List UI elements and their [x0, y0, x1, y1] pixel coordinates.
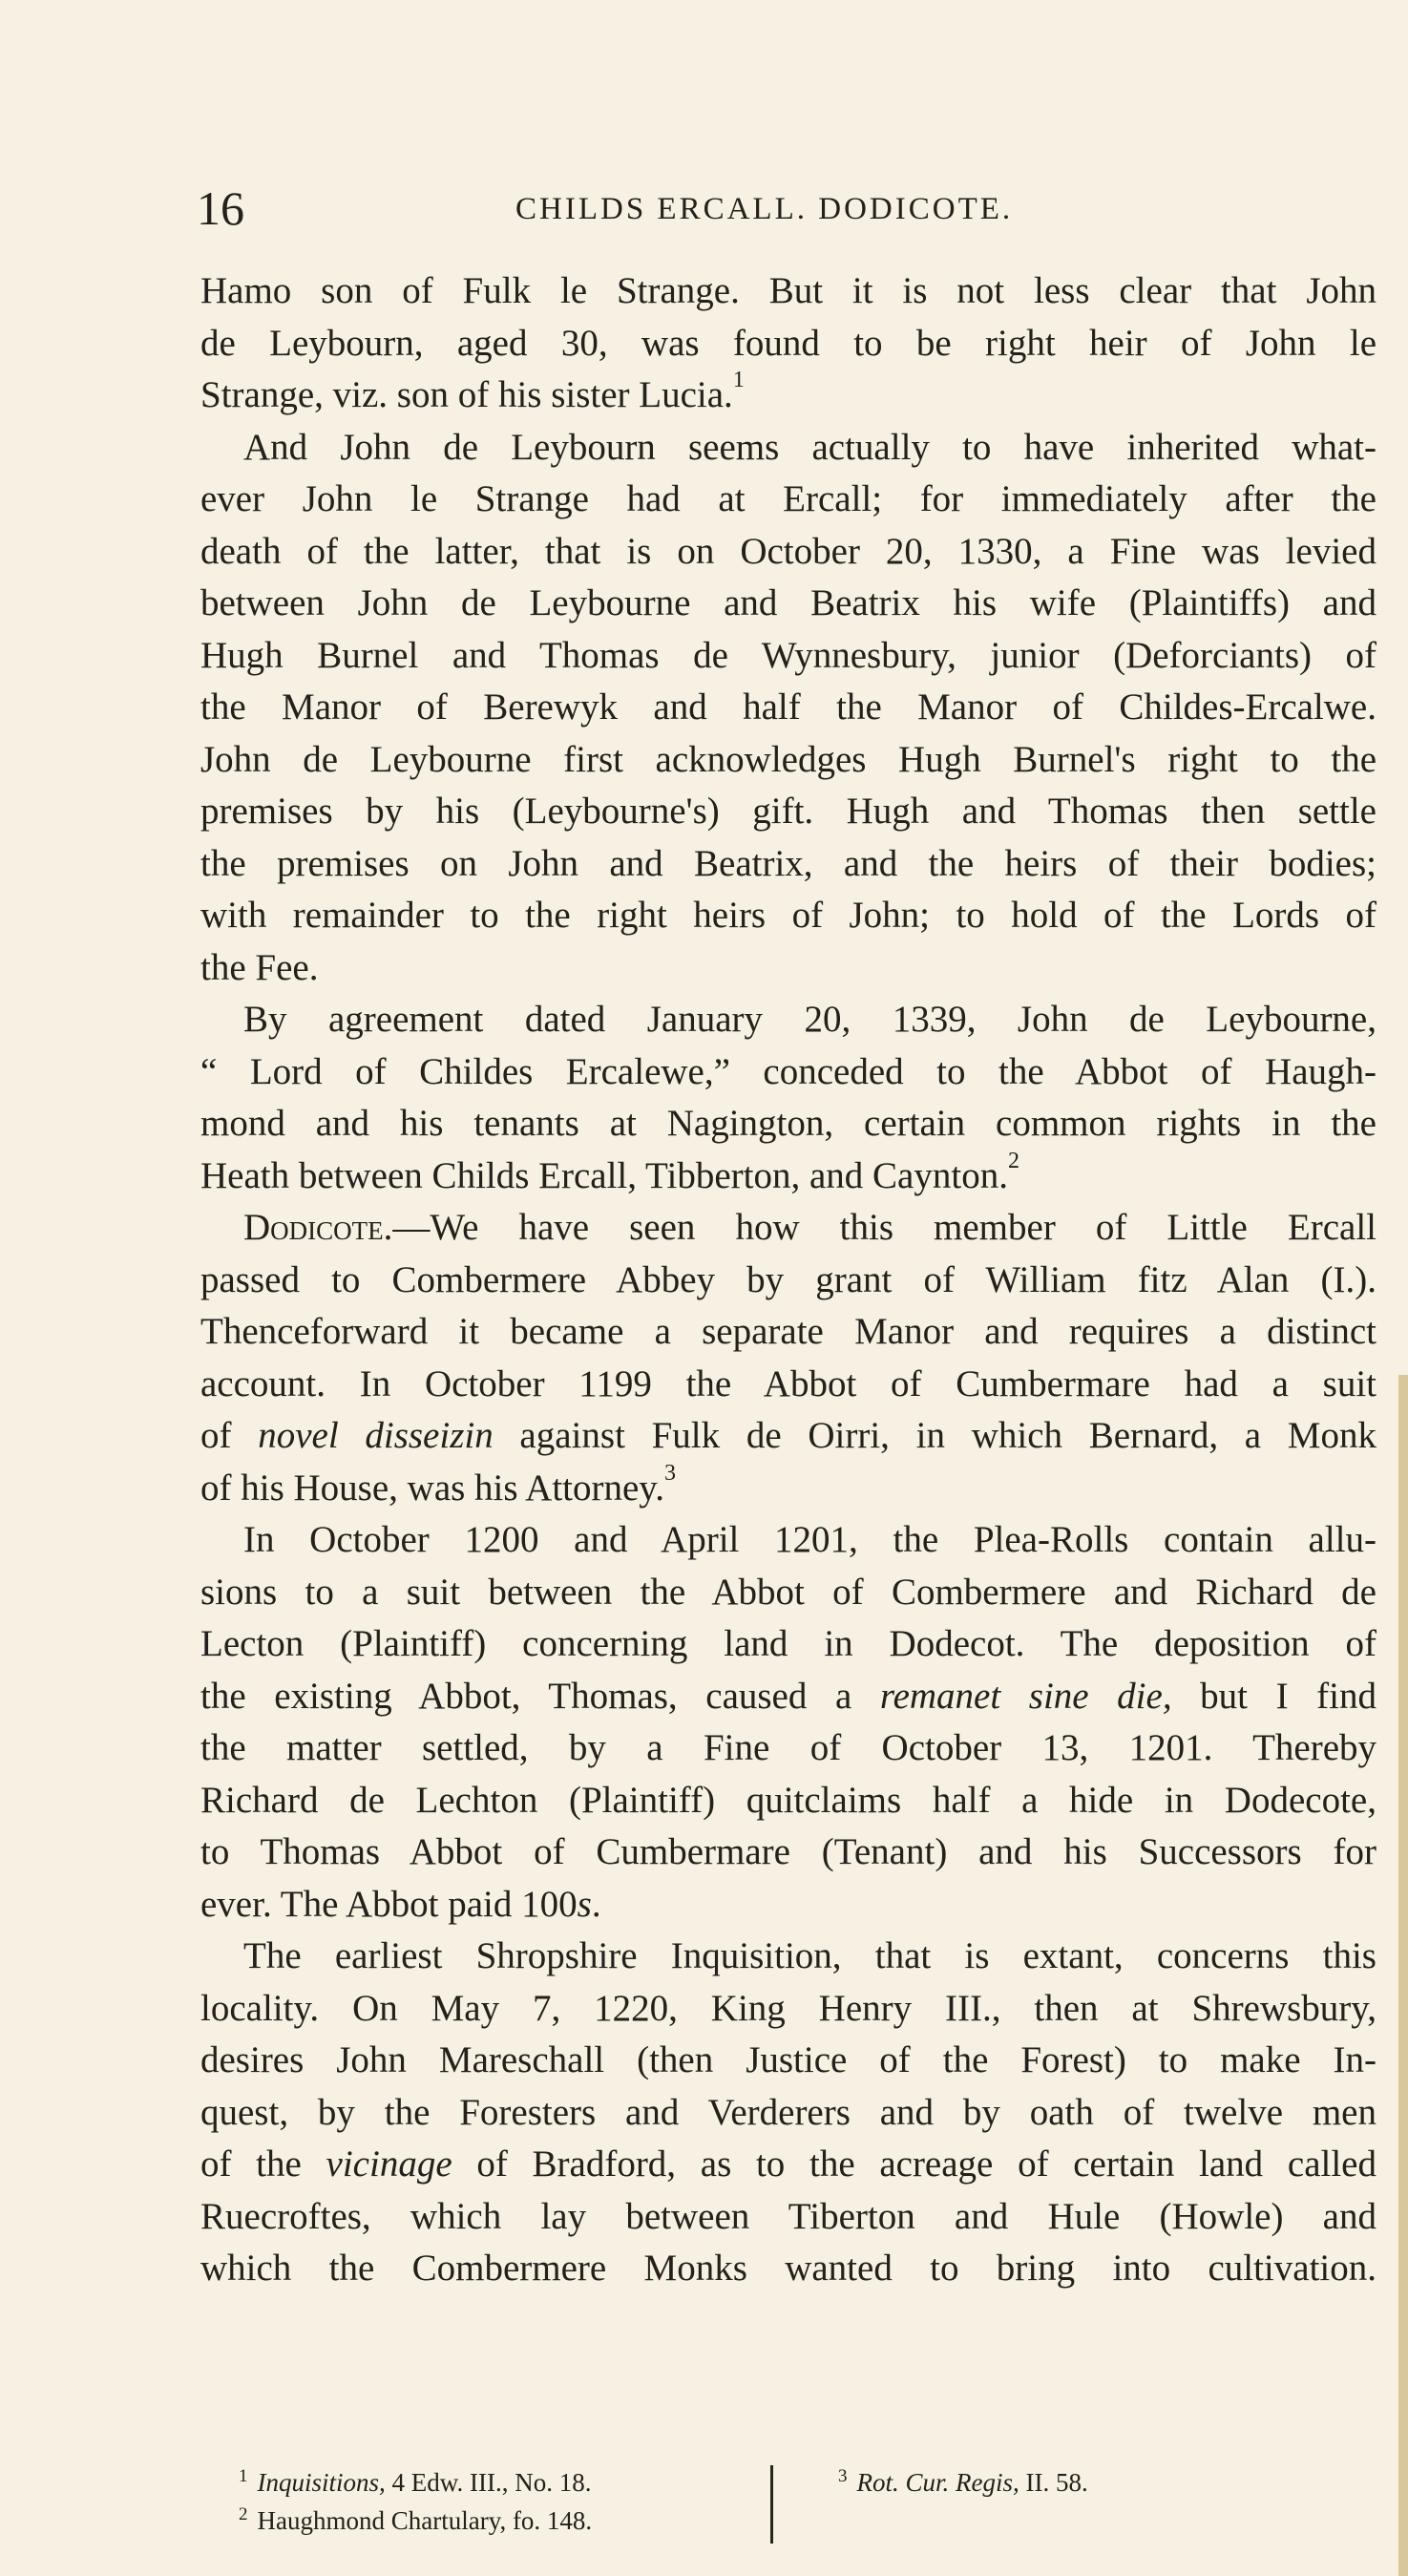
footnotes	[239, 2463, 1193, 2540]
text-line: the premises on John and Beatrix, and the heirs of their bodies;	[200, 842, 1376, 884]
text-line: the existing Abbot, Thomas, caused a remanet sine die, but I find	[200, 1675, 1376, 1717]
text-line: which the Combermere Monks wanted to bring into cultivation.	[200, 2248, 1376, 2289]
text-line: Dodicote.—We have seen how this member of Little Ercall	[243, 1207, 1376, 1248]
running-header	[197, 179, 1373, 237]
text-line: of the vicinage of Bradford, as to the acreage of certain land called	[200, 2143, 1376, 2185]
text-line: between John de Leybourne and Beatrix his wife (Plaintiffs) and	[200, 582, 1376, 623]
text-line: By agreement dated January 20, 1339, John de Leybourne,	[243, 999, 1376, 1040]
text-line: de Leybourn, aged 30, was found to be right heir of John le	[200, 322, 1376, 364]
footnote-1: $^1$ Inquisitions, 4 Edw. III., No. 18.	[239, 2466, 592, 2497]
page-number: 16	[197, 181, 244, 235]
text-line: ever John le Strange had at Ercall; for immediately after the	[200, 478, 1376, 519]
text-line: Heath between Childs Ercall, Tibberton, and Caynton.$^2$	[200, 1148, 1019, 1196]
text-line: Hugh Burnel and Thomas de Wynnesbury, junior (Deforciants) of	[200, 634, 1376, 676]
text-line: ever. The Abbot paid 100s.	[200, 1883, 601, 1925]
footnotes-left-column	[239, 2463, 592, 2540]
text-line: premises by his (Leybourne's) gift. Hugh and Thomas then settle	[200, 791, 1376, 832]
text-line: Hamo son of Fulk le Strange. But it is not less clear that John	[200, 270, 1376, 311]
footnote-3: $^3$ Rot. Cur. Regis, II. 58.	[838, 2466, 1088, 2497]
body-text	[200, 265, 1376, 2295]
text-line: the Fee.	[200, 946, 319, 988]
text-line: of novel disseizin against Fulk de Oirri, in which Bernard, a Monk	[200, 1415, 1376, 1456]
text-line: Ruecroftes, which lay between Tiberton and Hule (Howle) and	[200, 2195, 1376, 2237]
footnote-ref: 2	[1007, 1148, 1019, 1173]
text-line: “ Lord of Childes Ercalewe,” conceded to the Abbot of Haugh-	[200, 1050, 1376, 1092]
text-line: the Manor of Berewyk and half the Manor of Childes-Ercalwe.	[200, 686, 1376, 728]
text-line: death of the latter, that is on October 20, 1330, a Fine was levied	[200, 530, 1376, 572]
text-line: with remainder to the right heirs of John; to hold of the Lords of	[200, 895, 1376, 936]
page-edge	[1398, 1375, 1408, 2576]
section-heading: Dodicote	[243, 1207, 384, 1248]
footnotes-right-column	[838, 2463, 1088, 2502]
text-line: to Thomas Abbot of Cumbermare (Tenant) and his Successors for	[200, 1831, 1376, 1872]
text-line: In October 1200 and April 1201, the Plea-Rolls contain allu-	[243, 1519, 1376, 1560]
text-line: desires John Mareschall (then Justice of the Forest) to make In-	[200, 2039, 1376, 2080]
text-line: Thenceforward it became a separate Manor and requires a distinct	[200, 1311, 1376, 1352]
text-line: quest, by the Foresters and Verderers and by oath of twelve men	[200, 2091, 1376, 2133]
text-line: the matter settled, by a Fine of October 13, 1201. Thereby	[200, 1727, 1376, 1768]
text-line: The earliest Shropshire Inquisition, that is extant, concerns this	[243, 1935, 1376, 1976]
text-line: of his House, was his Attorney.$^3$	[200, 1460, 677, 1509]
footnote-ref: 3	[664, 1460, 677, 1486]
text-line: account. In October 1199 the Abbot of Cumbermare had a suit	[200, 1362, 1376, 1404]
footnote-2: $^2$ Haughmond Chartulary, fo. 148.	[239, 2504, 593, 2535]
text-line: sions to a suit between the Abbot of Combermere and Richard de	[200, 1571, 1376, 1613]
text-line: Lecton (Plaintiff) concerning land in Dodecot. The deposition of	[200, 1623, 1376, 1664]
text-line: passed to Combermere Abbey by grant of William fitz Alan (I.).	[200, 1258, 1376, 1300]
text-line: And John de Leybourn seems actually to have inherited what-	[243, 426, 1376, 468]
text-line: Richard de Lechton (Plaintiff) quitclaims half a hide in Dodecote,	[200, 1779, 1376, 1821]
text-line: mond and his tenants at Nagington, certain common rights in the	[200, 1103, 1376, 1144]
footnote-divider	[770, 2465, 773, 2544]
text-line: Strange, viz. son of his sister Lucia.$^1$	[200, 368, 745, 415]
footnote-ref: 1	[732, 368, 745, 392]
text-line: locality. On May 7, 1220, King Henry III., then at Shrewsbury,	[200, 1987, 1376, 2029]
running-title: CHILDS ERCALL. DODICOTE.	[515, 192, 1014, 226]
text-line: John de Leybourne first acknowledges Hugh Burnel's right to the	[200, 738, 1376, 780]
